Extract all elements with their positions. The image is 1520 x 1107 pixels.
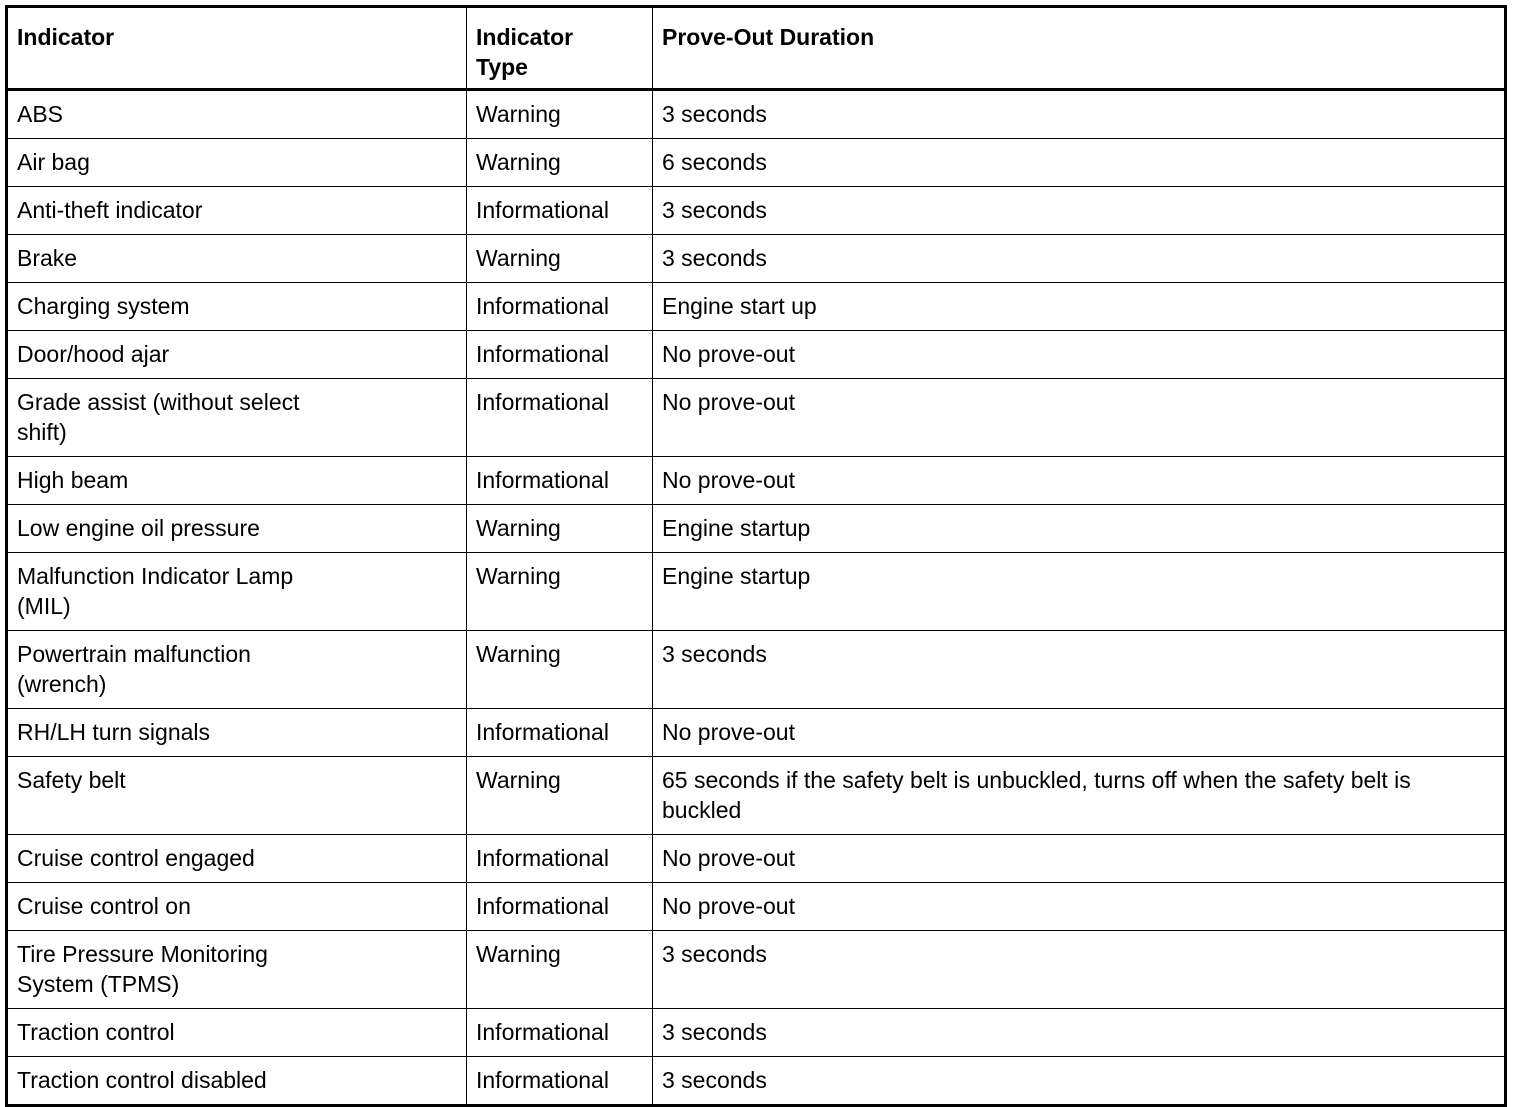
cell-indicator: High beam	[7, 457, 467, 505]
cell-prove-out-duration: Engine start up	[653, 283, 1506, 331]
cell-indicator-type: Informational	[467, 379, 653, 457]
table-row	[7, 283, 1506, 331]
cell-prove-out-duration: No prove-out	[653, 457, 1506, 505]
cell-indicator: Traction control	[7, 1009, 467, 1057]
cell-prove-out-duration: Engine startup	[653, 553, 1506, 631]
cell-indicator: Cruise control on	[7, 883, 467, 931]
cell-indicator-type: Informational	[467, 1009, 653, 1057]
cell-indicator-type: Informational	[467, 187, 653, 235]
cell-prove-out-duration: No prove-out	[653, 883, 1506, 931]
cell-prove-out-duration: No prove-out	[653, 709, 1506, 757]
table-row	[7, 187, 1506, 235]
cell-indicator: Door/hood ajar	[7, 331, 467, 379]
cell-indicator-type: Warning	[467, 235, 653, 283]
cell-indicator: Charging system	[7, 283, 467, 331]
cell-prove-out-duration: 3 seconds	[653, 631, 1506, 709]
cell-indicator: Powertrain malfunction (wrench)	[7, 631, 467, 709]
table-body	[7, 90, 1506, 1106]
cell-prove-out-duration: No prove-out	[653, 331, 1506, 379]
indicator-prove-out-table	[5, 5, 1507, 1107]
cell-indicator: Safety belt	[7, 757, 467, 835]
cell-prove-out-duration: Engine startup	[653, 505, 1506, 553]
cell-prove-out-duration: 3 seconds	[653, 187, 1506, 235]
table-row	[7, 553, 1506, 631]
table-row	[7, 835, 1506, 883]
cell-indicator-type: Informational	[467, 331, 653, 379]
table-row	[7, 505, 1506, 553]
cell-indicator: Air bag	[7, 139, 467, 187]
cell-indicator-type: Warning	[467, 631, 653, 709]
table-row	[7, 379, 1506, 457]
cell-indicator: Low engine oil pressure	[7, 505, 467, 553]
table-row	[7, 331, 1506, 379]
table-row	[7, 1057, 1506, 1106]
cell-indicator-type: Warning	[467, 757, 653, 835]
table-row	[7, 883, 1506, 931]
table-row	[7, 457, 1506, 505]
cell-indicator: Grade assist (without select shift)	[7, 379, 467, 457]
cell-indicator: ABS	[7, 90, 467, 139]
cell-indicator-type: Informational	[467, 883, 653, 931]
cell-indicator-type: Informational	[467, 835, 653, 883]
cell-prove-out-duration: 3 seconds	[653, 1009, 1506, 1057]
cell-indicator-type: Informational	[467, 1057, 653, 1106]
cell-indicator-type: Informational	[467, 709, 653, 757]
cell-indicator-type: Warning	[467, 139, 653, 187]
cell-prove-out-duration: 3 seconds	[653, 1057, 1506, 1106]
cell-indicator-type: Informational	[467, 283, 653, 331]
cell-prove-out-duration: 3 seconds	[653, 235, 1506, 283]
cell-prove-out-duration: 65 seconds if the safety belt is unbuckled, turns off when the safety belt is buckled	[653, 757, 1506, 835]
cell-indicator-type: Warning	[467, 931, 653, 1009]
cell-indicator: Anti-theft indicator	[7, 187, 467, 235]
cell-indicator: Traction control disabled	[7, 1057, 467, 1106]
cell-prove-out-duration: 3 seconds	[653, 931, 1506, 1009]
cell-prove-out-duration: 6 seconds	[653, 139, 1506, 187]
cell-indicator: Cruise control engaged	[7, 835, 467, 883]
cell-indicator: Malfunction Indicator Lamp (MIL)	[7, 553, 467, 631]
header-prove-out-duration: Prove-Out Duration	[653, 7, 1506, 90]
cell-indicator-type: Warning	[467, 553, 653, 631]
cell-prove-out-duration: 3 seconds	[653, 90, 1506, 139]
table-row	[7, 1009, 1506, 1057]
table-row	[7, 139, 1506, 187]
table-header	[7, 7, 1506, 90]
table-row	[7, 709, 1506, 757]
header-row	[7, 7, 1506, 90]
header-indicator-type: Indicator Type	[467, 7, 653, 90]
cell-indicator-type: Warning	[467, 505, 653, 553]
cell-indicator: Tire Pressure Monitoring System (TPMS)	[7, 931, 467, 1009]
table-row	[7, 931, 1506, 1009]
table-row	[7, 90, 1506, 139]
header-indicator: Indicator	[7, 7, 467, 90]
cell-prove-out-duration: No prove-out	[653, 379, 1506, 457]
cell-indicator-type: Warning	[467, 90, 653, 139]
cell-prove-out-duration: No prove-out	[653, 835, 1506, 883]
cell-indicator: RH/LH turn signals	[7, 709, 467, 757]
cell-indicator-type: Informational	[467, 457, 653, 505]
table-row	[7, 631, 1506, 709]
table-row	[7, 757, 1506, 835]
table-row	[7, 235, 1506, 283]
cell-indicator: Brake	[7, 235, 467, 283]
